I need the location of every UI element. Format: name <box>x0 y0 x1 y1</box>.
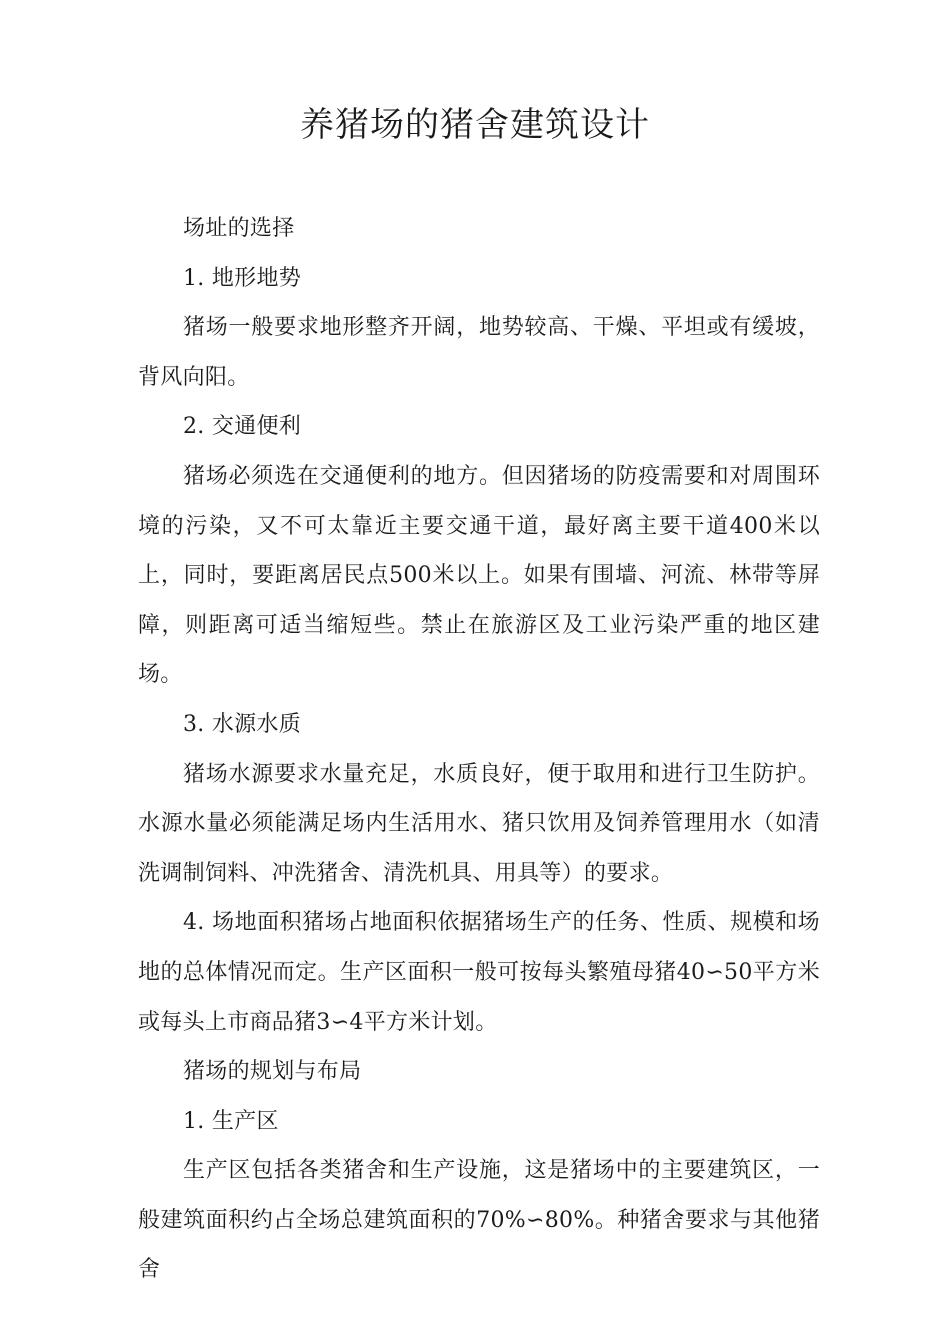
section-heading-planning-layout: 猪场的规划与布局 <box>183 1059 362 1085</box>
paragraph-transport: 猪场必须选在交通便利的地方。但因猪场的防疫需要和对周围环境的污染，又不可太靠近主要交通干道，最好离主要干道400米以上，同时，要距离居民点500米以上。如果有围墙、河流、林带等屏障，则距离可适当缩短些。禁止在旅游区及工业污染严重的地区建场。 <box>138 463 820 688</box>
section-heading-site-selection: 场址的选择 <box>183 216 295 241</box>
subheading-transport: 2. 交通便利 <box>183 414 302 440</box>
subheading-water-source: 3. 水源水质 <box>183 711 302 737</box>
paragraph-site-area: 4. 场地面积猪场占地面积依据猪场生产的任务、性质、规模和场地的总体情况而定。生产区面积一般可按每头繁殖母猪40∽50平方米或每头上市商品猪3∽4平方米计划。 <box>138 910 820 1035</box>
paragraph-production-area: 生产区包括各类猪舍和生产设施，这是猪场中的主要建筑区，一般建筑面积约占全场总建筑面积的70%∽80%。种猪舍要求与其他猪舍 <box>138 1158 820 1283</box>
subheading-terrain: 1. 地形地势 <box>183 265 302 291</box>
paragraph-water-source: 猪场水源要求水量充足，水质良好，便于取用和进行卫生防护。水源水量必须能满足场内生活用水、猪只饮用及饲养管理用水（如清洗调制饲料、冲洗猪舍、清洗机具、用具等）的要求。 <box>138 761 820 886</box>
document-title: 养猪场的猪舍建筑设计 <box>300 105 650 145</box>
document-body <box>138 204 820 1295</box>
paragraph-terrain: 猪场一般要求地形整齐开阔，地势较高、干燥、平坦或有缓坡，背风向阳。 <box>138 315 820 390</box>
subheading-production-area: 1. 生产区 <box>183 1108 279 1134</box>
